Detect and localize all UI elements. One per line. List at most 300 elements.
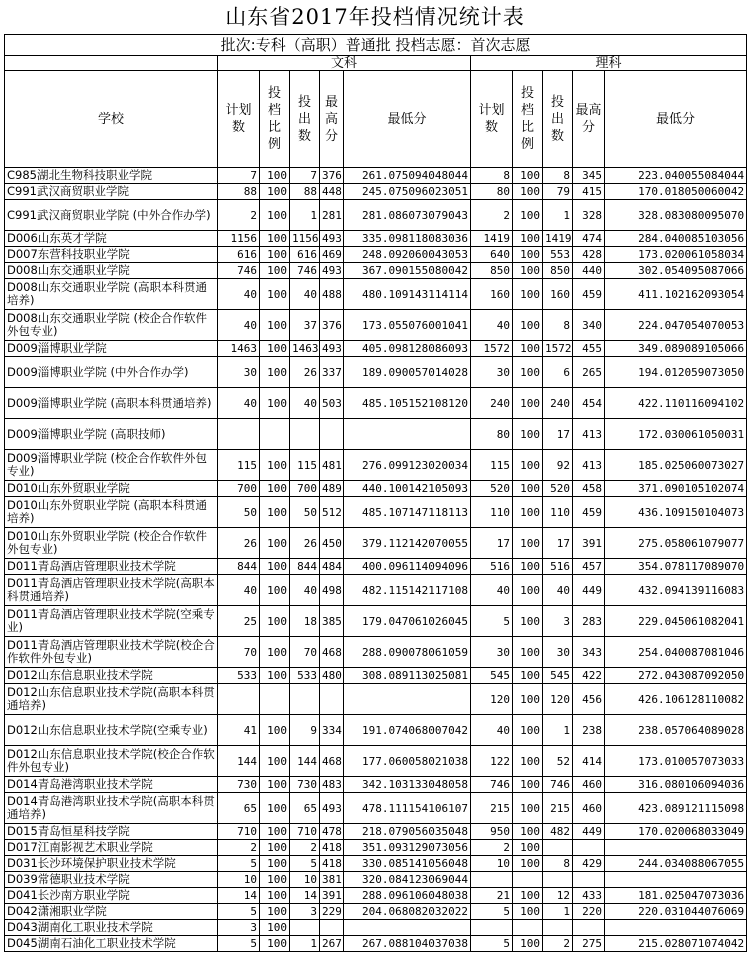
li-plan-cell: 2 <box>471 840 513 856</box>
wen-ratio-cell: 100 <box>260 231 290 247</box>
wen-min-cell: 308.089113025081 <box>344 668 471 684</box>
wen-ratio-cell: 100 <box>260 168 290 184</box>
wen-plan-cell: 616 <box>218 247 260 263</box>
table-row <box>5 168 747 184</box>
li-ratio-cell: 100 <box>513 777 543 793</box>
li-ratio-cell: 100 <box>513 184 543 200</box>
wen-plan-cell: 7 <box>218 168 260 184</box>
wen-ratio-cell: 100 <box>260 575 290 606</box>
school-name: D009淄博职业学院 (高职本科贯通培养) <box>5 388 218 419</box>
wen-out-cell: 40 <box>290 279 320 310</box>
school-name: D011青岛酒店管理职业技术学院(校企合作软件外包专业) <box>5 637 218 668</box>
li-ratio-cell: 100 <box>513 419 543 450</box>
li-plan-cell: 2 <box>471 200 513 231</box>
wen-max-cell: 376 <box>320 168 344 184</box>
wen-ratio-cell: 100 <box>260 840 290 856</box>
wen-ratio-cell: 100 <box>260 559 290 575</box>
li-plan-cell: 80 <box>471 419 513 450</box>
wen-plan-cell: 2 <box>218 200 260 231</box>
li-max-cell: 460 <box>573 793 605 824</box>
wen-min-cell <box>344 920 471 936</box>
wen-ratio-cell: 100 <box>260 715 290 746</box>
table-row <box>5 888 747 904</box>
wen-out-cell: 9 <box>290 715 320 746</box>
li-max-cell: 440 <box>573 263 605 279</box>
li-out-cell: 1 <box>543 200 573 231</box>
li-min-cell: 181.025047073036 <box>605 888 747 904</box>
wen-max-cell: 478 <box>320 824 344 840</box>
wen-min-cell: 485.107147118113 <box>344 497 471 528</box>
wen-min-cell: 367.090155080042 <box>344 263 471 279</box>
wen-out-cell: 1156 <box>290 231 320 247</box>
school-name: D012山东信息职业技术学院(校企合作软件外包专业) <box>5 746 218 777</box>
li-out-cell <box>543 840 573 856</box>
li-plan-cell: 5 <box>471 606 513 637</box>
li-out-cell: 1572 <box>543 341 573 357</box>
li-min-header: 最低分 <box>605 71 747 168</box>
li-max-cell: 449 <box>573 575 605 606</box>
li-max-cell: 283 <box>573 606 605 637</box>
li-min-cell: 254.040087081046 <box>605 637 747 668</box>
li-ratio-cell: 100 <box>513 575 543 606</box>
li-plan-cell: 40 <box>471 575 513 606</box>
li-ratio-cell: 100 <box>513 357 543 388</box>
li-ratio-cell <box>513 872 543 888</box>
li-out-cell: 3 <box>543 606 573 637</box>
wen-max-cell: 512 <box>320 497 344 528</box>
li-min-cell <box>605 920 747 936</box>
wen-max-cell: 267 <box>320 936 344 952</box>
wen-out-cell: 40 <box>290 388 320 419</box>
wen-out-cell: 26 <box>290 528 320 559</box>
li-min-cell: 215.028071074042 <box>605 936 747 952</box>
wen-plan-cell: 2 <box>218 840 260 856</box>
li-min-cell: 422.110116094102 <box>605 388 747 419</box>
wen-max-cell: 229 <box>320 904 344 920</box>
li-out-cell: 8 <box>543 310 573 341</box>
page <box>4 0 746 952</box>
li-ratio-cell: 100 <box>513 450 543 481</box>
wen-min-cell: 342.103133048058 <box>344 777 471 793</box>
li-ratio-cell: 100 <box>513 559 543 575</box>
wen-plan-cell: 5 <box>218 904 260 920</box>
li-min-cell: 272.043087092050 <box>605 668 747 684</box>
school-name: D009淄博职业学院 <box>5 341 218 357</box>
wen-plan-cell: 746 <box>218 263 260 279</box>
li-max-cell: 456 <box>573 684 605 715</box>
wen-plan-cell: 40 <box>218 388 260 419</box>
wen-out-cell: 10 <box>290 872 320 888</box>
table-row <box>5 419 747 450</box>
li-ratio-cell: 100 <box>513 840 543 856</box>
wen-plan-cell <box>218 419 260 450</box>
li-min-cell <box>605 840 747 856</box>
wen-min-cell: 400.096114094096 <box>344 559 471 575</box>
wen-plan-cell: 5 <box>218 856 260 872</box>
li-max-cell: 328 <box>573 200 605 231</box>
table-row <box>5 824 747 840</box>
li-ratio-cell: 100 <box>513 231 543 247</box>
table-row <box>5 310 747 341</box>
school-name: D014青岛港湾职业技术学院 <box>5 777 218 793</box>
wen-out-cell <box>290 920 320 936</box>
table-row <box>5 637 747 668</box>
li-out-cell: 1419 <box>543 231 573 247</box>
school-header-top <box>5 56 218 71</box>
wen-plan-cell: 700 <box>218 481 260 497</box>
li-min-cell: 316.080106094036 <box>605 777 747 793</box>
li-max-cell <box>573 840 605 856</box>
wen-out-cell: 88 <box>290 184 320 200</box>
wen-min-cell: 179.047061026045 <box>344 606 471 637</box>
li-plan-cell: 40 <box>471 310 513 341</box>
school-name: D008山东交通职业学院 (高职本科贯通培养) <box>5 279 218 310</box>
li-out-cell: 120 <box>543 684 573 715</box>
wen-max-cell: 376 <box>320 310 344 341</box>
school-name: D008山东交通职业学院 (校企合作软件外包专业) <box>5 310 218 341</box>
wen-min-cell: 288.096106048038 <box>344 888 471 904</box>
li-max-cell: 413 <box>573 450 605 481</box>
school-name: D041长沙南方职业学院 <box>5 888 218 904</box>
li-out-cell <box>543 920 573 936</box>
wen-max-cell: 469 <box>320 247 344 263</box>
li-max-cell: 458 <box>573 481 605 497</box>
li-ratio-cell: 100 <box>513 528 543 559</box>
wen-min-cell: 330.085141056048 <box>344 856 471 872</box>
table-row <box>5 200 747 231</box>
li-ratio-cell: 100 <box>513 746 543 777</box>
li-max-cell: 414 <box>573 746 605 777</box>
wen-max-cell: 483 <box>320 777 344 793</box>
wen-max-cell: 381 <box>320 872 344 888</box>
li-plan-cell: 850 <box>471 263 513 279</box>
wen-plan-cell: 5 <box>218 936 260 952</box>
wen-ratio-header: 投档比例 <box>260 71 290 168</box>
wen-plan-cell: 144 <box>218 746 260 777</box>
table-row <box>5 872 747 888</box>
wen-max-cell: 448 <box>320 184 344 200</box>
wen-out-cell: 5 <box>290 856 320 872</box>
wen-out-cell: 26 <box>290 357 320 388</box>
school-name: D039常德职业技术学院 <box>5 872 218 888</box>
wen-min-cell: 482.115142117108 <box>344 575 471 606</box>
li-plan-cell: 640 <box>471 247 513 263</box>
wen-plan-cell: 40 <box>218 575 260 606</box>
table-row <box>5 528 747 559</box>
li-min-cell: 172.030061050031 <box>605 419 747 450</box>
wen-ratio-cell: 100 <box>260 777 290 793</box>
wen-max-cell: 337 <box>320 357 344 388</box>
wen-min-cell: 478.111154106107 <box>344 793 471 824</box>
wen-out-cell: 710 <box>290 824 320 840</box>
li-min-cell: 354.078117089070 <box>605 559 747 575</box>
wen-plan-cell: 14 <box>218 888 260 904</box>
li-out-cell: 160 <box>543 279 573 310</box>
wen-max-cell: 484 <box>320 559 344 575</box>
wen-min-cell: 276.099123020034 <box>344 450 471 481</box>
wen-max-cell <box>320 684 344 715</box>
school-name: D009淄博职业学院 (校企合作软件外包专业) <box>5 450 218 481</box>
li-plan-cell: 1419 <box>471 231 513 247</box>
li-out-cell: 17 <box>543 528 573 559</box>
wen-max-cell: 385 <box>320 606 344 637</box>
batch-line: 批次:专科（高职）普通批 投档志愿：首次志愿 <box>5 35 747 56</box>
li-plan-cell: 8 <box>471 168 513 184</box>
li-out-cell: 52 <box>543 746 573 777</box>
table-row <box>5 231 747 247</box>
wen-plan-cell: 3 <box>218 920 260 936</box>
wen-ratio-cell: 100 <box>260 904 290 920</box>
batch-row <box>5 35 747 56</box>
li-max-cell: 474 <box>573 231 605 247</box>
wen-min-cell: 177.060058021038 <box>344 746 471 777</box>
wen-out-cell: 50 <box>290 497 320 528</box>
li-max-cell: 345 <box>573 168 605 184</box>
li-ratio-cell: 100 <box>513 904 543 920</box>
wen-ratio-cell: 100 <box>260 481 290 497</box>
li-ratio-cell: 100 <box>513 279 543 310</box>
wen-out-cell: 700 <box>290 481 320 497</box>
wen-ratio-cell: 100 <box>260 856 290 872</box>
li-plan-cell: 122 <box>471 746 513 777</box>
wen-plan-cell: 25 <box>218 606 260 637</box>
wen-out-cell: 616 <box>290 247 320 263</box>
li-ratio-cell: 100 <box>513 247 543 263</box>
table-row <box>5 684 747 715</box>
li-out-cell: 8 <box>543 168 573 184</box>
li-min-cell: 275.058061079077 <box>605 528 747 559</box>
li-ratio-cell: 100 <box>513 497 543 528</box>
wen-plan-cell <box>218 684 260 715</box>
wen-plan-cell: 533 <box>218 668 260 684</box>
wen-out-cell: 844 <box>290 559 320 575</box>
wen-max-cell: 503 <box>320 388 344 419</box>
wen-ratio-cell: 100 <box>260 247 290 263</box>
wen-min-cell: 267.088104037038 <box>344 936 471 952</box>
school-name: D011青岛酒店管理职业技术学院(高职本科贯通培养) <box>5 575 218 606</box>
table-row <box>5 184 747 200</box>
li-min-cell: 302.054095087066 <box>605 263 747 279</box>
li-max-cell <box>573 920 605 936</box>
li-min-cell: 229.045061082041 <box>605 606 747 637</box>
li-plan-cell: 545 <box>471 668 513 684</box>
li-min-cell: 194.012059073050 <box>605 357 747 388</box>
wen-min-cell: 173.055076001041 <box>344 310 471 341</box>
li-ratio-cell: 100 <box>513 263 543 279</box>
li-max-cell: 449 <box>573 824 605 840</box>
school-name: D010山东外贸职业学院 (高职本科贯通培养) <box>5 497 218 528</box>
li-max-cell: 429 <box>573 856 605 872</box>
wen-out-cell: 1 <box>290 936 320 952</box>
school-name: D009淄博职业学院 (高职技师) <box>5 419 218 450</box>
table-row <box>5 357 747 388</box>
wen-ratio-cell: 100 <box>260 936 290 952</box>
li-min-cell: 170.020068033049 <box>605 824 747 840</box>
li-min-cell: 371.090105102074 <box>605 481 747 497</box>
li-max-cell: 459 <box>573 279 605 310</box>
school-name: D011青岛酒店管理职业技术学院 <box>5 559 218 575</box>
li-out-cell: 12 <box>543 888 573 904</box>
wen-max-cell: 334 <box>320 715 344 746</box>
li-ratio-cell: 100 <box>513 715 543 746</box>
li-out-cell: 215 <box>543 793 573 824</box>
li-out-cell: 545 <box>543 668 573 684</box>
table-row <box>5 777 747 793</box>
wen-min-cell: 480.109143114114 <box>344 279 471 310</box>
school-name: D015青岛恒星科技学院 <box>5 824 218 840</box>
wen-max-header: 最高分 <box>320 71 344 168</box>
li-min-cell: 244.034088067055 <box>605 856 747 872</box>
wen-plan-cell: 50 <box>218 497 260 528</box>
school-name: D031长沙环境保护职业技术学院 <box>5 856 218 872</box>
li-min-cell: 224.047054070053 <box>605 310 747 341</box>
wen-min-cell: 405.098128086093 <box>344 341 471 357</box>
wen-min-cell: 379.112142070055 <box>344 528 471 559</box>
wen-ratio-cell: 100 <box>260 872 290 888</box>
wen-ratio-cell: 100 <box>260 200 290 231</box>
school-header: 学校 <box>5 71 218 168</box>
li-min-cell: 432.094139116083 <box>605 575 747 606</box>
li-out-cell: 110 <box>543 497 573 528</box>
wen-out-header: 投出数 <box>290 71 320 168</box>
li-plan-cell: 950 <box>471 824 513 840</box>
wen-plan-cell: 70 <box>218 637 260 668</box>
li-max-cell: 265 <box>573 357 605 388</box>
li-ratio-cell <box>513 920 543 936</box>
wen-ratio-cell <box>260 419 290 450</box>
li-ratio-cell: 100 <box>513 888 543 904</box>
li-max-header: 最高分 <box>573 71 605 168</box>
li-ratio-cell: 100 <box>513 606 543 637</box>
table-row <box>5 715 747 746</box>
wen-min-cell: 189.090057014028 <box>344 357 471 388</box>
li-plan-cell <box>471 872 513 888</box>
wen-ratio-cell: 100 <box>260 357 290 388</box>
table-row <box>5 904 747 920</box>
school-name: D017江南影视艺术职业学院 <box>5 840 218 856</box>
wen-out-cell: 65 <box>290 793 320 824</box>
li-min-cell: 328.083080095070 <box>605 200 747 231</box>
wen-min-cell: 204.068082032022 <box>344 904 471 920</box>
li-out-cell: 520 <box>543 481 573 497</box>
wen-out-cell <box>290 419 320 450</box>
li-plan-cell: 21 <box>471 888 513 904</box>
li-plan-cell: 80 <box>471 184 513 200</box>
li-min-cell: 223.040055084044 <box>605 168 747 184</box>
table-row <box>5 668 747 684</box>
li-max-cell: 238 <box>573 715 605 746</box>
school-name: D042潇湘职业学院 <box>5 904 218 920</box>
li-max-cell: 343 <box>573 637 605 668</box>
wen-min-cell: 281.086073079043 <box>344 200 471 231</box>
school-name: D009淄博职业学院 (中外合作办学) <box>5 357 218 388</box>
wen-ratio-cell: 100 <box>260 793 290 824</box>
wen-out-cell: 1463 <box>290 341 320 357</box>
school-name: D011青岛酒店管理职业技术学院(空乘专业) <box>5 606 218 637</box>
wen-min-cell: 351.093129073056 <box>344 840 471 856</box>
li-ratio-cell: 100 <box>513 824 543 840</box>
wen-ratio-cell: 100 <box>260 310 290 341</box>
wen-ratio-cell: 100 <box>260 497 290 528</box>
table-row <box>5 388 747 419</box>
school-name: D045湖南石油化工职业技术学院 <box>5 936 218 952</box>
li-out-cell: 92 <box>543 450 573 481</box>
wen-out-cell: 14 <box>290 888 320 904</box>
li-out-cell <box>543 872 573 888</box>
wen-min-header: 最低分 <box>344 71 471 168</box>
li-ratio-cell: 100 <box>513 168 543 184</box>
table-row <box>5 279 747 310</box>
li-plan-cell: 160 <box>471 279 513 310</box>
wen-min-cell: 485.105152108120 <box>344 388 471 419</box>
wen-out-cell: 40 <box>290 575 320 606</box>
wen-plan-cell: 26 <box>218 528 260 559</box>
admission-table <box>4 34 747 952</box>
wen-plan-cell: 40 <box>218 279 260 310</box>
li-out-cell: 240 <box>543 388 573 419</box>
wen-max-cell: 493 <box>320 341 344 357</box>
li-plan-cell: 115 <box>471 450 513 481</box>
wen-out-cell: 533 <box>290 668 320 684</box>
li-ratio-cell: 100 <box>513 684 543 715</box>
li-plan-cell: 30 <box>471 637 513 668</box>
group-header-row <box>5 56 747 71</box>
wen-plan-cell: 844 <box>218 559 260 575</box>
wen-min-cell: 335.098118083036 <box>344 231 471 247</box>
wen-min-cell: 245.075096023051 <box>344 184 471 200</box>
li-max-cell: 433 <box>573 888 605 904</box>
table-row <box>5 840 747 856</box>
wen-ratio-cell: 100 <box>260 888 290 904</box>
wen-max-cell: 493 <box>320 793 344 824</box>
li-ratio-cell: 100 <box>513 341 543 357</box>
wen-max-cell: 418 <box>320 856 344 872</box>
wen-min-cell <box>344 419 471 450</box>
table-row <box>5 450 747 481</box>
li-min-cell: 349.089089105066 <box>605 341 747 357</box>
table-row <box>5 746 747 777</box>
school-name: C991武汉商贸职业学院 (中外合作办学) <box>5 200 218 231</box>
wen-min-cell: 218.079056035048 <box>344 824 471 840</box>
li-min-cell <box>605 872 747 888</box>
wen-min-cell: 261.075094048044 <box>344 168 471 184</box>
li-ratio-cell: 100 <box>513 856 543 872</box>
wen-out-cell: 3 <box>290 904 320 920</box>
wen-plan-cell: 41 <box>218 715 260 746</box>
wen-out-cell: 2 <box>290 840 320 856</box>
wen-max-cell: 489 <box>320 481 344 497</box>
li-max-cell: 454 <box>573 388 605 419</box>
li-min-cell: 284.040085103056 <box>605 231 747 247</box>
li-ratio-cell: 100 <box>513 200 543 231</box>
wen-plan-cell: 10 <box>218 872 260 888</box>
li-min-cell: 220.031044076069 <box>605 904 747 920</box>
school-name: D008山东交通职业学院 <box>5 263 218 279</box>
li-plan-cell: 1572 <box>471 341 513 357</box>
wen-min-cell: 320.084123069044 <box>344 872 471 888</box>
table-row <box>5 920 747 936</box>
table-row <box>5 575 747 606</box>
wen-plan-cell: 88 <box>218 184 260 200</box>
li-plan-cell: 5 <box>471 936 513 952</box>
school-name: D012山东信息职业技术学院(高职本科贯通培养) <box>5 684 218 715</box>
school-name: D006山东英才学院 <box>5 231 218 247</box>
li-min-cell: 426.106128110082 <box>605 684 747 715</box>
li-min-cell: 436.109150104073 <box>605 497 747 528</box>
li-out-cell: 746 <box>543 777 573 793</box>
li-plan-cell: 30 <box>471 357 513 388</box>
li-out-cell: 516 <box>543 559 573 575</box>
